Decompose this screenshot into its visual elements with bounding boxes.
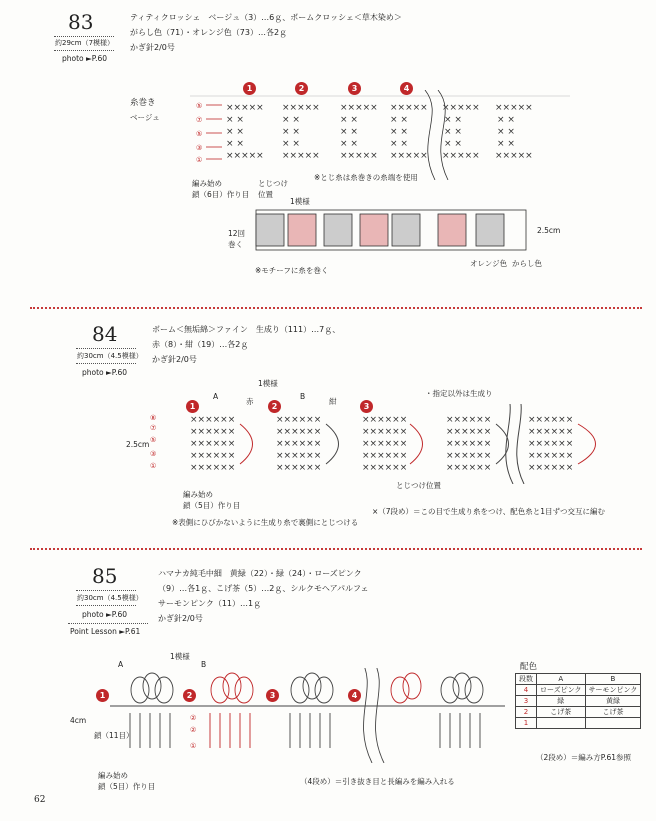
svg-text:× ×: × ×: [340, 115, 358, 125]
svg-text:××××××: ××××××: [446, 463, 492, 473]
svg-text:× ×: × ×: [497, 139, 515, 149]
label-a: A: [213, 392, 219, 401]
svg-text:×××××: ×××××: [390, 103, 428, 113]
divider: [68, 623, 148, 624]
photo-ref: photo ►P.60: [82, 610, 128, 619]
svg-text:× ×: × ×: [340, 127, 358, 137]
svg-text:× ×: × ×: [226, 115, 244, 125]
svg-text:⑦: ⑦: [150, 424, 157, 432]
svg-text:××××××: ××××××: [276, 463, 322, 473]
materials-85: ハマナカ純毛中細 黄緑（22）・緑（24）・ローズピンク （9）…各1ｇ、こげ茶（5）…2ｇ、シルクモヘアパルフェ サーモンピンク（11）…1ｇ かぎ針2/0号: [158, 569, 369, 623]
svg-text:⑤: ⑤: [196, 130, 203, 138]
svg-text:××××××: ××××××: [190, 439, 236, 449]
label-mustard: からし色: [512, 259, 542, 268]
note-tail: ※とじ糸は糸巻きの糸端を使用: [314, 173, 418, 182]
step-3: 3: [266, 689, 279, 702]
note-wrap: ※モチーフに糸を巻く: [255, 266, 329, 275]
note-row4: （4段め）＝引き抜き目と長編みを編み入れる: [300, 777, 455, 786]
svg-text:××××××: ××××××: [362, 451, 408, 461]
svg-text:××××××: ××××××: [362, 463, 408, 473]
table-header: A: [537, 674, 586, 685]
section-divider: [30, 548, 642, 550]
spool-chart: [190, 90, 570, 180]
divider: [54, 50, 114, 51]
svg-text:× ×: × ×: [390, 127, 408, 137]
svg-text:××××××: ××××××: [446, 451, 492, 461]
note-row2: （2段め）＝編み方P.61参照: [536, 753, 632, 762]
size-label: 約30cm（4.5模様）: [77, 352, 143, 360]
table-header: 段数: [516, 674, 537, 685]
table-cell: 1: [516, 718, 537, 729]
step-1: 1: [96, 689, 109, 702]
size-label: 約30cm（4.5模様）: [77, 594, 143, 602]
step-1: 1: [186, 400, 199, 413]
label-a: A: [118, 660, 124, 669]
height-83: 2.5cm: [537, 226, 561, 235]
start-note-84: 編み始め 鎖（5目）作り目: [183, 490, 241, 510]
svg-text:× ×: × ×: [282, 127, 300, 137]
label-orange: オレンジ色: [470, 259, 508, 268]
table-cell: 3: [516, 696, 537, 707]
label-b: B: [300, 392, 306, 401]
step-3: 3: [360, 400, 373, 413]
materials-83: ティティクロッシェ ベージュ（3）…6ｇ、ボームクロッシェ＜草木染め＞ がらし色（71）・オレンジ色（73）…各2ｇ かぎ針2/0号: [130, 13, 402, 52]
table-cell: こげ茶: [537, 707, 586, 718]
svg-text:××××××: ××××××: [190, 427, 236, 437]
table-cell: 2: [516, 707, 537, 718]
table-cell: [585, 718, 641, 729]
svg-text:××××××: ××××××: [276, 451, 322, 461]
svg-text:③: ③: [196, 144, 203, 152]
note-ecru: ・指定以外は生成り: [425, 389, 493, 398]
pattern-label-84: 1模様: [258, 379, 278, 388]
svg-text:××××××: ××××××: [528, 427, 574, 437]
svg-text:××××××: ××××××: [446, 439, 492, 449]
step-2: 2: [183, 689, 196, 702]
svg-text:× ×: × ×: [282, 139, 300, 149]
color-table: [515, 673, 641, 729]
label-navy: 紺: [329, 397, 337, 406]
svg-text:×××××: ×××××: [340, 151, 378, 161]
photo-ref: photo ►P.60: [82, 368, 128, 377]
height-85: 4cm: [70, 716, 87, 725]
table-row: [516, 707, 641, 718]
table-cell: 4: [516, 685, 537, 696]
svg-text:× ×: × ×: [282, 115, 300, 125]
svg-text:×××××: ×××××: [282, 151, 320, 161]
svg-text:⑦: ⑦: [196, 116, 203, 124]
svg-text:×××××: ×××××: [226, 103, 264, 113]
size-label: 約29cm（7模様）: [55, 39, 115, 47]
table-cell: [537, 718, 586, 729]
divider: [76, 590, 136, 591]
start-note-83: 編み始め 鎖（6目）作り目: [192, 179, 250, 199]
svg-text:× ×: × ×: [497, 127, 515, 137]
divider: [76, 605, 136, 606]
svg-text:××××××: ××××××: [276, 427, 322, 437]
svg-text:× ×: × ×: [444, 127, 462, 137]
pattern-label-85: 1模様: [170, 652, 190, 661]
svg-text:×××××: ×××××: [442, 103, 480, 113]
table-cell: 緑: [537, 696, 586, 707]
page-number: 62: [34, 795, 46, 805]
height-84: 2.5cm: [126, 440, 150, 449]
svg-text:×××××: ×××××: [390, 151, 428, 161]
note-row: ×（7段め）＝この目で生成り糸をつけ、配色糸と1目ずつ交互に編む: [372, 507, 606, 516]
svg-text:①: ①: [196, 156, 203, 164]
flower-chart: [110, 668, 505, 763]
svg-text:××××××: ××××××: [528, 415, 574, 425]
step-4: 4: [348, 689, 361, 702]
label-color: ベージュ: [130, 113, 160, 122]
svg-text:①: ①: [190, 742, 197, 750]
svg-text:××××××: ××××××: [446, 427, 492, 437]
lesson-ref: Point Lesson ►P.61: [70, 627, 141, 636]
svg-text:×××××: ×××××: [495, 151, 533, 161]
svg-text:×××××: ×××××: [495, 103, 533, 113]
svg-text:× ×: × ×: [444, 115, 462, 125]
svg-text:××××××: ××××××: [362, 415, 408, 425]
table-header: B: [585, 674, 641, 685]
pattern-number-84: 84: [92, 322, 118, 346]
svg-text:××××××: ××××××: [362, 439, 408, 449]
table-cell: サーモンピンク: [585, 685, 641, 696]
svg-text:× ×: × ×: [390, 139, 408, 149]
divider: [54, 36, 114, 37]
svg-text:⑤: ⑤: [196, 102, 203, 110]
svg-text:× ×: × ×: [340, 139, 358, 149]
svg-text:②: ②: [190, 714, 197, 722]
svg-text:××××××: ××××××: [362, 427, 408, 437]
step-1: 1: [243, 82, 256, 95]
label-b: B: [201, 660, 207, 669]
svg-text:②: ②: [190, 726, 197, 734]
pattern-label-83: 1模様: [290, 197, 310, 206]
svg-text:× ×: × ×: [226, 139, 244, 149]
svg-text:××××××: ××××××: [276, 439, 322, 449]
svg-text:× ×: × ×: [497, 115, 515, 125]
color-title: 配色: [520, 662, 538, 672]
divider: [76, 348, 136, 349]
svg-text:×××××: ×××××: [340, 103, 378, 113]
label-title: 糸巻き: [130, 98, 156, 108]
step-2: 2: [295, 82, 308, 95]
svg-text:××××××: ××××××: [528, 463, 574, 473]
svg-text:××××××: ××××××: [446, 415, 492, 425]
table-cell: 黄緑: [585, 696, 641, 707]
svg-text:×××××: ×××××: [442, 151, 480, 161]
join-pos-84: とじつけ位置: [396, 481, 441, 490]
svg-text:×××××: ×××××: [282, 103, 320, 113]
section-divider: [30, 307, 642, 309]
label-red: 赤: [246, 397, 254, 406]
svg-text:××××××: ××××××: [528, 451, 574, 461]
materials-84: ボーム＜無垢綿＞ファイン 生成り（111）…7ｇ、 赤（8）・紺（19）…各2ｇ かぎ針2/0号: [152, 325, 341, 364]
svg-text:××××××: ××××××: [276, 415, 322, 425]
svg-text:××××××: ××××××: [190, 451, 236, 461]
note-back: ※表側にひびかないように生成り糸で裏側にとじつける: [172, 518, 359, 527]
svg-text:①: ①: [150, 462, 157, 470]
cup-chart: [148, 404, 618, 484]
table-row: [516, 696, 641, 707]
svg-text:⑤: ⑤: [150, 436, 157, 444]
svg-text:××××××: ××××××: [528, 439, 574, 449]
step-2: 2: [268, 400, 281, 413]
svg-text:× ×: × ×: [444, 139, 462, 149]
svg-text:×××××: ×××××: [226, 151, 264, 161]
pattern-number-85: 85: [92, 564, 118, 588]
spool-row: [252, 200, 532, 260]
svg-text:××××××: ××××××: [190, 463, 236, 473]
table-row: [516, 685, 641, 696]
step-3: 3: [348, 82, 361, 95]
table-cell: こげ茶: [585, 707, 641, 718]
table-row: [516, 674, 641, 685]
table-cell: ローズピンク: [537, 685, 586, 696]
svg-text:③: ③: [150, 450, 157, 458]
start-note-85: 編み始め 鎖（5目）作り目: [98, 771, 156, 791]
svg-text:× ×: × ×: [226, 127, 244, 137]
svg-text:××××××: ××××××: [190, 415, 236, 425]
table-row: [516, 718, 641, 729]
join-pos-83: とじつけ 位置: [258, 179, 288, 199]
step-4: 4: [400, 82, 413, 95]
pattern-number-83: 83: [68, 10, 94, 34]
svg-text:⑧: ⑧: [150, 414, 157, 422]
svg-text:× ×: × ×: [390, 115, 408, 125]
divider: [76, 363, 136, 364]
chain-label: 鎖（11目）: [94, 731, 134, 740]
wrap-label: 12回 巻く: [228, 229, 246, 249]
photo-ref: photo ►P.60: [62, 54, 108, 63]
